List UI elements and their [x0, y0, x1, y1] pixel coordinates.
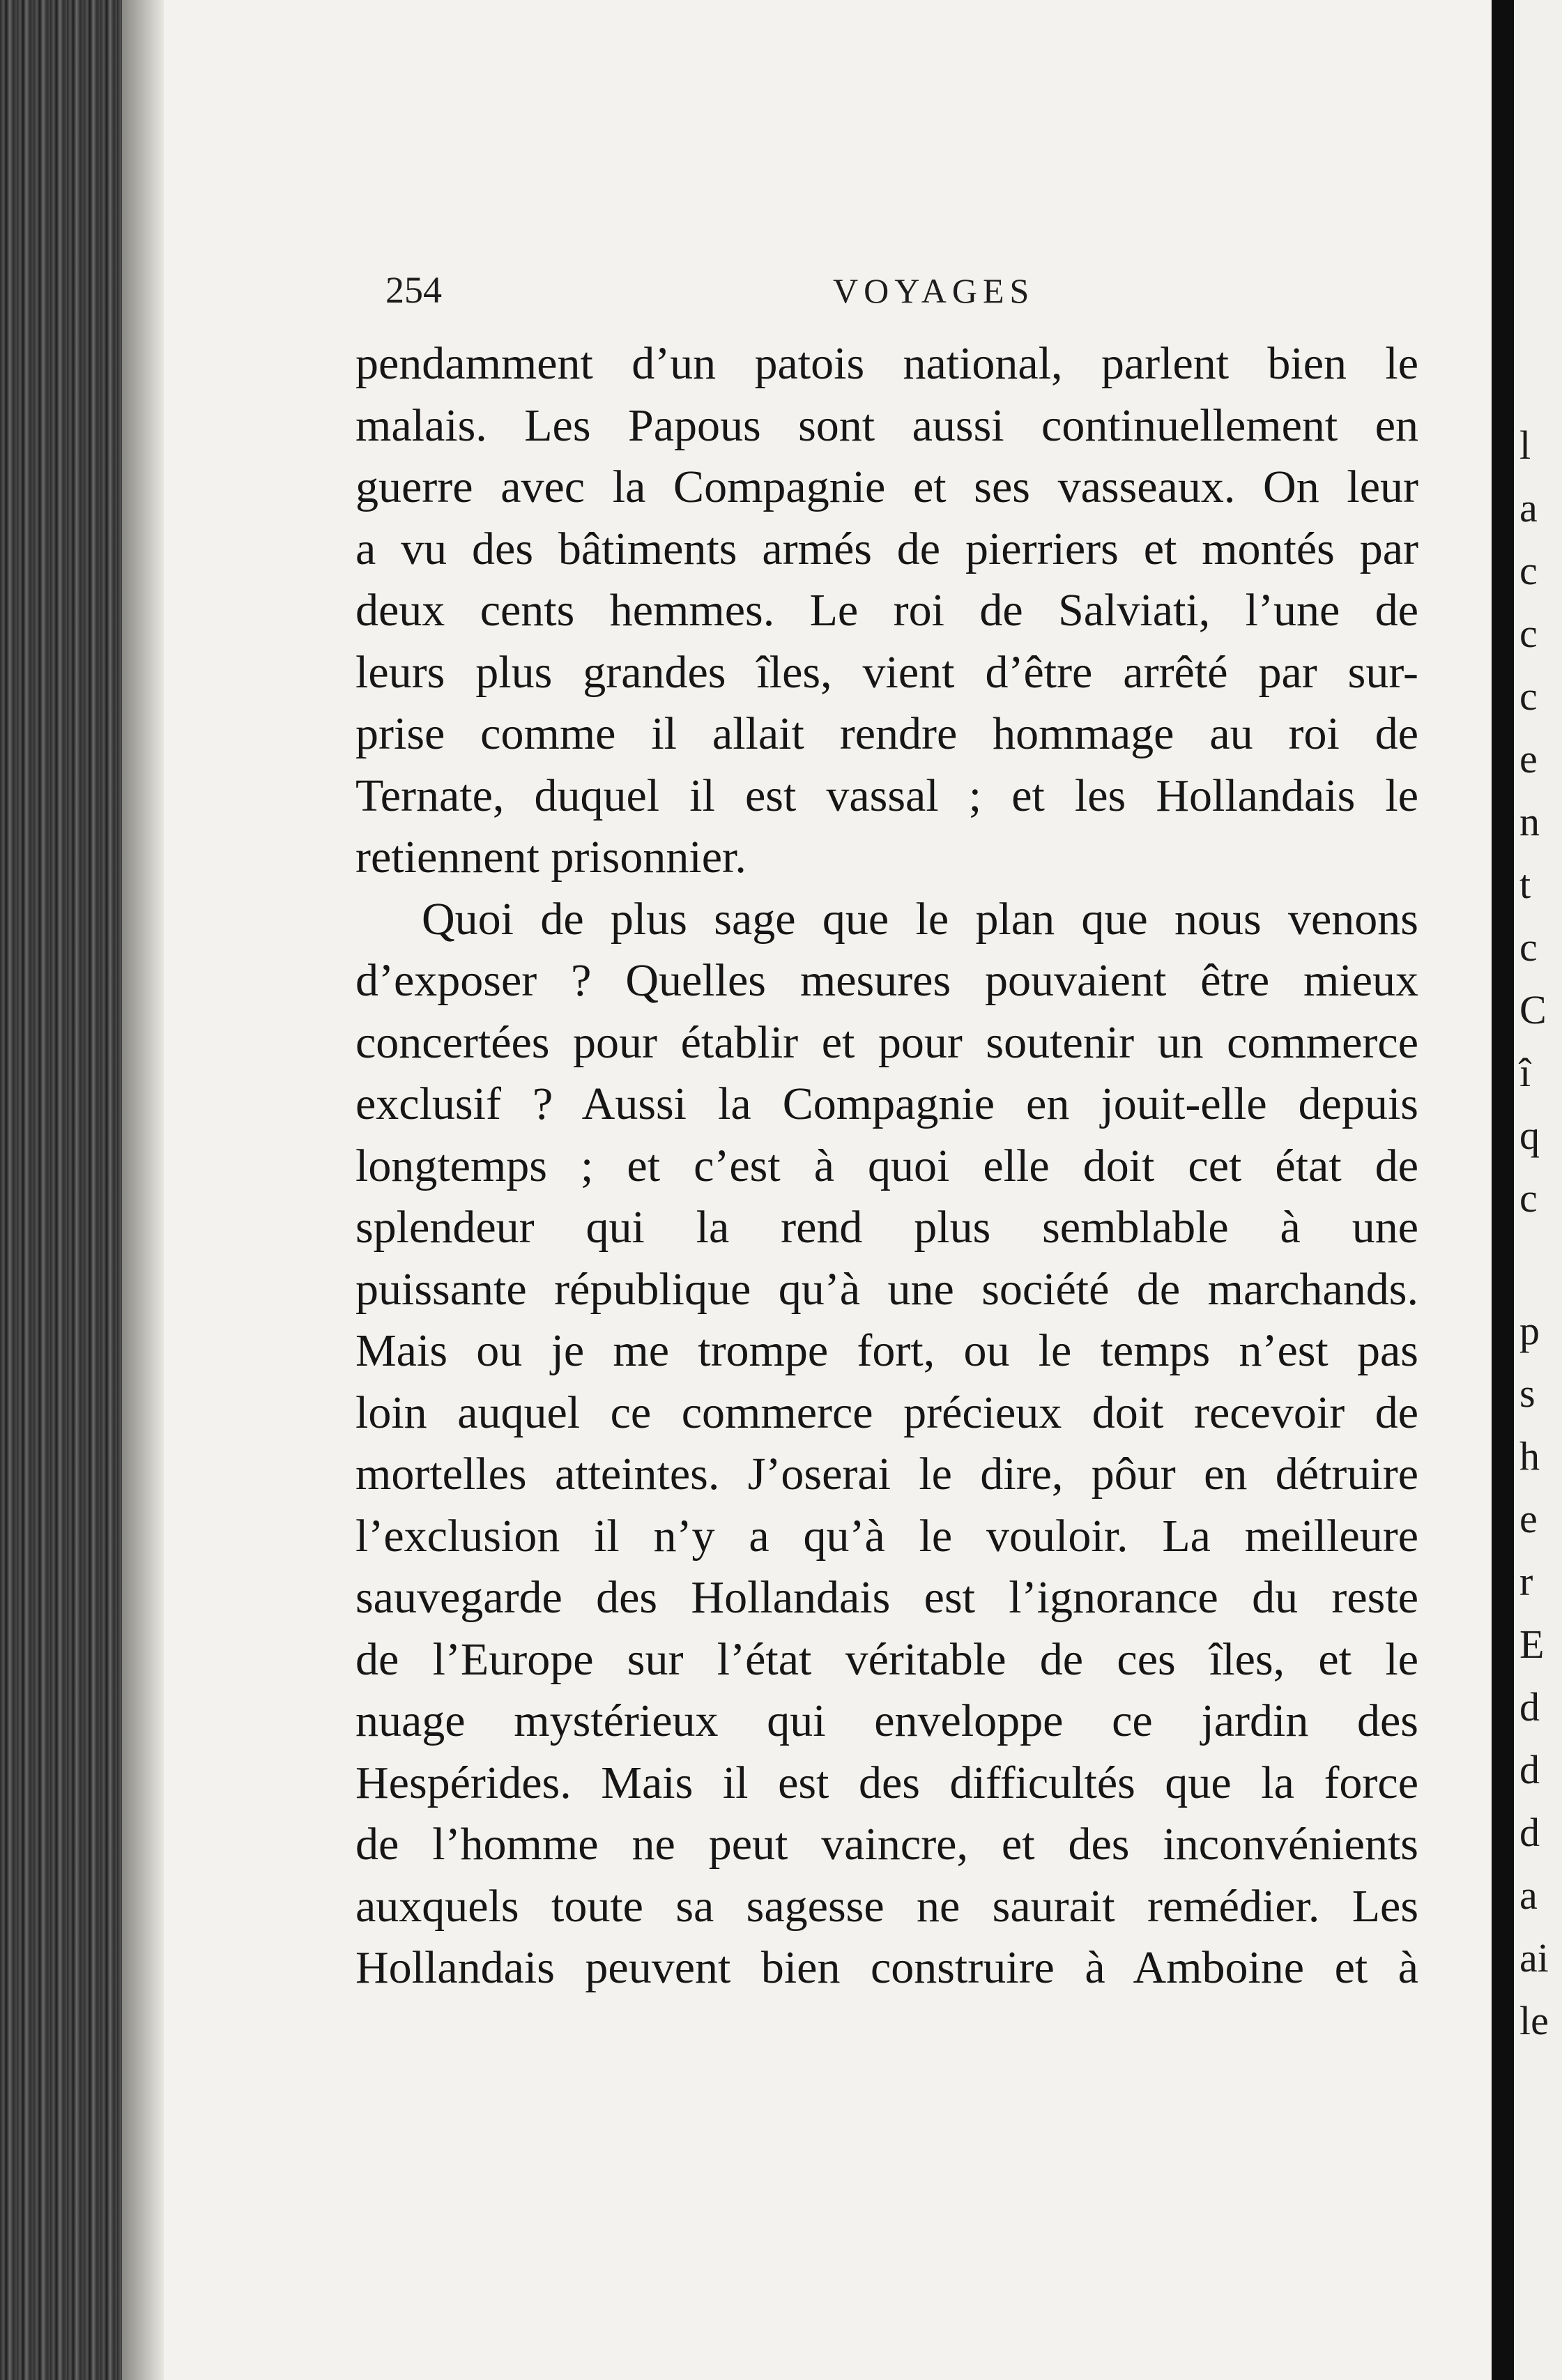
- body-text: [355, 333, 1418, 1999]
- text-line: malais. Les Papous sont aussi continuellement en: [355, 399, 1418, 451]
- text-line: retiennent prisonnier.: [355, 832, 746, 883]
- text-line: prise comme il allait rendre hommage au roi de: [355, 708, 1418, 759]
- text-line: sauvegarde des Hollandais est l’ignorance du reste: [355, 1572, 1418, 1623]
- text-line: longtemps ; et c’est à quoi elle doit cet état de: [355, 1140, 1418, 1191]
- book-spine-edge: [0, 0, 122, 2380]
- facing-page-fragment: c: [1519, 548, 1538, 593]
- text-line: auxquels toute sa sagesse ne saurait remédier. Les: [355, 1880, 1418, 1932]
- facing-page-fragment: d: [1519, 1810, 1540, 1855]
- text-line: d’exposer ? Quelles mesures pouvaient être mieux: [355, 955, 1418, 1006]
- facing-page-fragment: q: [1519, 1113, 1540, 1158]
- text-line: exclusif ? Aussi la Compagnie en jouit-elle depuis: [355, 1078, 1418, 1129]
- text-line: splendeur qui la rend plus semblable à une: [355, 1202, 1418, 1253]
- facing-page-fragment: e: [1519, 736, 1538, 781]
- facing-page-fragment: C: [1519, 987, 1547, 1032]
- text-line: de l’homme ne peut vaincre, et des inconvénients: [355, 1819, 1418, 1870]
- facing-page-fragment: s: [1519, 1371, 1536, 1416]
- text-line: Mais ou je me trompe fort, ou le temps n’est pas: [355, 1325, 1418, 1376]
- page-number: 254: [385, 269, 442, 311]
- facing-page-fragment: p: [1519, 1308, 1540, 1353]
- facing-page-fragment: c: [1519, 673, 1538, 719]
- text-line: leurs plus grandes îles, vient d’être arrêté par sur-: [355, 646, 1418, 698]
- text-line: Quoi de plus sage que le plan que nous venons: [422, 893, 1418, 945]
- running-head: VOYAGES: [833, 271, 1035, 310]
- text-line: de l’Europe sur l’état véritable de ces îles, et le: [355, 1633, 1418, 1685]
- text-line: Hollandais peuvent bien construire à Amboine et à: [355, 1942, 1418, 1993]
- facing-page-fragment: d: [1519, 1684, 1540, 1730]
- page-gutter: [1492, 0, 1514, 2380]
- facing-page-fragment: r: [1519, 1559, 1533, 1604]
- text-line: pendamment d’un patois national, parlent bien le: [355, 338, 1418, 389]
- facing-page-fragment: l: [1519, 422, 1531, 468]
- facing-page-fragment: t: [1519, 862, 1531, 907]
- facing-page-fragment: a: [1519, 1872, 1538, 1918]
- facing-page-fragment: c: [1519, 924, 1538, 970]
- facing-page-fragment: e: [1519, 1496, 1538, 1541]
- text-line: puissante république qu’à une société de marchands.: [355, 1263, 1418, 1315]
- page-shadow: [122, 0, 164, 2380]
- text-line: l’exclusion il n’y a qu’à le vouloir. La meilleure: [355, 1510, 1418, 1562]
- text-line: Hespérides. Mais il est des difficultés que la force: [355, 1757, 1418, 1808]
- facing-page-fragment: E: [1519, 1622, 1545, 1667]
- text-line: Ternate, duquel il est vassal ; et les Hollandais le: [355, 770, 1418, 821]
- facing-page-fragment: a: [1519, 485, 1538, 531]
- text-line: guerre avec la Compagnie et ses vasseaux. On leur: [355, 461, 1418, 512]
- facing-page-fragment: d: [1519, 1747, 1540, 1792]
- text-line: a vu des bâtiments armés de pierriers et montés par: [355, 523, 1418, 574]
- facing-page-fragment: c: [1519, 1175, 1538, 1221]
- text-line: concertées pour établir et pour soutenir un commerce: [355, 1016, 1418, 1068]
- text-line: deux cents hemmes. Le roi de Salviati, l’une de: [355, 585, 1418, 636]
- text-line: loin auquel ce commerce précieux doit recevoir de: [355, 1387, 1418, 1438]
- facing-page-fragment: ai: [1519, 1935, 1549, 1981]
- facing-page-fragment: c: [1519, 611, 1538, 656]
- facing-page-fragment: h: [1519, 1433, 1540, 1479]
- text-line: mortelles atteintes. J’oserai le dire, pôur en détruire: [355, 1449, 1418, 1500]
- text-line: nuage mystérieux qui enveloppe ce jardin des: [355, 1695, 1418, 1746]
- facing-page-fragment: le: [1519, 1998, 1549, 2043]
- facing-page-fragment: n: [1519, 799, 1540, 844]
- facing-page-fragment: î: [1519, 1050, 1531, 1095]
- facing-page-edge: [1514, 0, 1562, 2380]
